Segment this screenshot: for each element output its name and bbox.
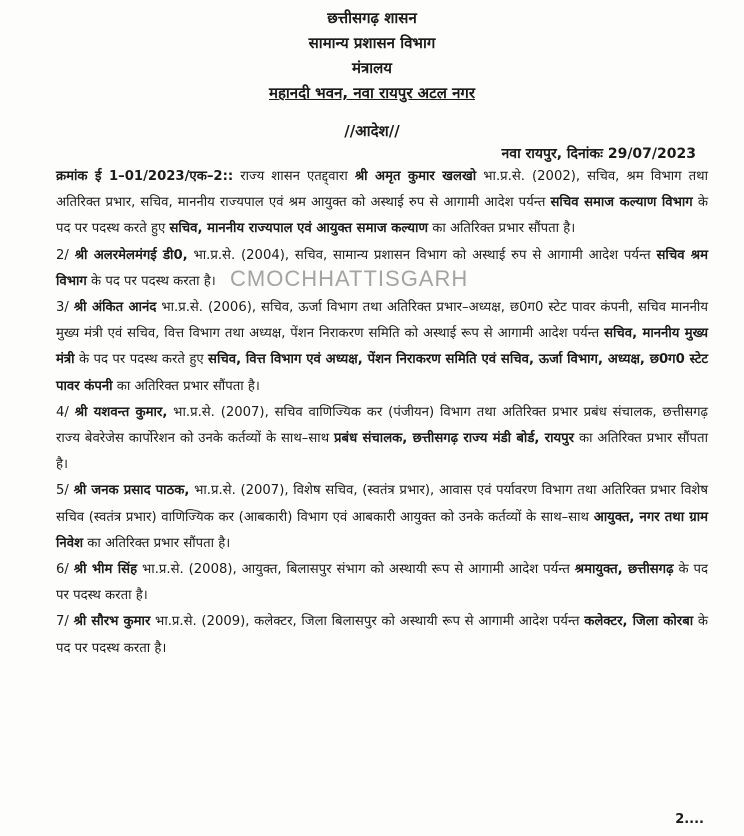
paragraph-1: क्रमांक ई 1–01/2023/एक–2:: राज्य शासन एतद्द्वारा श्री अमृत कुमार खलखो भा.प्र.से. (2002), सचिव, श्रम विभाग तथा अतिरिक्त प्रभार, सचिव, माननीय राज्यपाल एवं श्रम आयुक्त को अस्थाई रुप से आगामी आदेश पर्यन्त सचिव समाज कल्याण विभाग के पद पर पदस्थ करते हुए सचिव, माननीय राज्यपाल एवं आयुक्त समाज कल्याण का अतिरिक्त प्रभार सौंपता है।: [56, 169, 708, 237]
header-address: [0, 83, 744, 103]
header-ministry: मंत्रालय: [351, 59, 392, 77]
watermark-text: CMOCHHATTISGARH: [230, 266, 469, 291]
paragraph-6: 6/ श्री भीम सिंह भा.प्र.से. (2008), आयुक्त, बिलासपुर संभाग को अस्थायी रूप से आगामी आदेश पर्यन्त श्रमायुक्त, छत्तीसगढ़ के पद पर पदस्थ करता है।: [56, 562, 708, 604]
header-address-text: महानदी भवन, नवा रायपुर अटल नगर: [268, 84, 476, 102]
paragraph-number: 4/: [56, 404, 69, 420]
order-number: क्रमांक ई 1–01/2023/एक–2::: [56, 169, 234, 184]
paragraph-number: 2/: [56, 247, 69, 263]
paragraph-7: 7/ श्री सौरभ कुमार भा.प्र.से. (2009), कलेक्टर, जिला बिलासपुर को अस्थायी रूप से आगामी आदेश पर्यन्त कलेक्टर, जिला कोरबा के पद पर पदस्थ करता है।: [56, 614, 708, 656]
paragraph-3: 3/ श्री अंकित आनंद भा.प्र.से. (2006), सचिव, ऊर्जा विभाग तथा अतिरिक्त प्रभार–अध्यक्ष, छ0ग0 स्टेट पावर कंपनी, सचिव माननीय मुख्य मंत्री एवं सचिव, वित्त विभाग तथा अध्यक्ष, पेंशन निराकरण समिति को अस्थाई रूप से आगामी आदेश पर्यन्त सचिव, माननीय मुख्य मंत्री के पद पर पदस्थ करते हुए सचिव, वित्त विभाग एवं अध्यक्ष, पेंशन निराकरण समिति एवं सचिव, ऊर्जा विभाग, अध्यक्ष, छ0ग0 स्टेट पावर कंपनी का अतिरिक्त प्रभार सौंपता है।: [56, 300, 708, 394]
header-government: छत्तीसगढ़ शासन: [327, 9, 417, 27]
paragraph-4: 4/ श्री यशवन्त कुमार, भा.प्र.से. (2007), सचिव वाणिज्यिक कर (पंजीयन) विभाग तथा अतिरिक्त प्रभार प्रबंध संचालक, छत्तीसगढ़ राज्य बेवरेजेस कार्पोरेशन को उनके कर्तव्यों के साथ–साथ प्रबंध संचालक, छत्तीसगढ़ राज्य मंडी बोर्ड, रायपुर का अतिरिक्त प्रभार सौंपता है।: [56, 404, 708, 473]
paragraph-number: 7/: [56, 614, 69, 630]
header-department: सामान्य प्रशासन विभाग: [308, 34, 436, 52]
paragraph-number: 6/: [56, 562, 69, 578]
page-number: 2....: [675, 812, 704, 827]
order-title: //आदेश//: [344, 122, 400, 140]
place-date: नवा रायपुर, दिनांकः 29/07/2023: [501, 146, 696, 162]
order-body: [56, 164, 708, 662]
paragraph-2: 2/ श्री अलरमेलमंगई डी0, भा.प्र.से. (2004), सचिव, सामान्य प्रशासन विभाग को अस्थाई रुप से आगामी आदेश पर्यन्त सचिव श्रम विभाग के पद पर पदस्थ करता है।: [56, 247, 708, 289]
paragraph-5: 5/ श्री जनक प्रसाद पाठक, भा.प्र.से. (2007), विशेष सचिव, (स्वतंत्र प्रभार), आवास एवं पर्यावरण विभाग तथा अतिरिक्त प्रभार विशेष सचिव (स्वतंत्र प्रभार) वाणिज्यिक कर (आबकारी) विभाग एवं आबकारी आयुक्त को उनके कर्तव्यों के साथ–साथ आयुक्त, नगर तथा ग्राम निवेश का अतिरिक्त प्रभार सौंपता है।: [56, 483, 708, 551]
paragraph-number: 3/: [56, 300, 69, 316]
paragraph-number: 5/: [56, 483, 69, 499]
